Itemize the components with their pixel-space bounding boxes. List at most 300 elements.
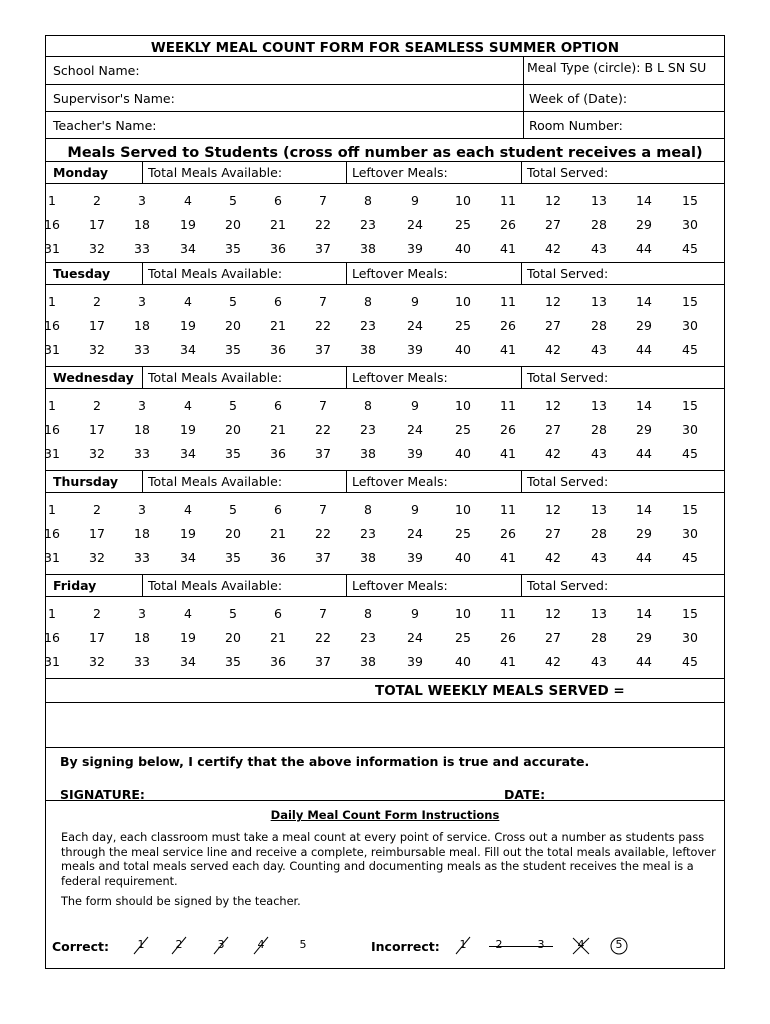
meal-number-cell[interactable]: 19 bbox=[180, 318, 196, 333]
meal-number-cell[interactable]: 35 bbox=[225, 241, 241, 256]
meal-number-cell[interactable]: 45 bbox=[682, 446, 698, 461]
meal-number-cell[interactable]: 17 bbox=[89, 318, 105, 333]
meal-number-cell[interactable]: 37 bbox=[315, 241, 331, 256]
meal-number-cell[interactable]: 39 bbox=[407, 446, 423, 461]
meal-number-cell[interactable]: 25 bbox=[455, 318, 471, 333]
meal-number-cell[interactable]: 43 bbox=[591, 446, 607, 461]
meal-number-cell[interactable]: 13 bbox=[591, 193, 607, 208]
meal-number-cell[interactable]: 43 bbox=[591, 241, 607, 256]
meal-number-cell[interactable]: 38 bbox=[360, 342, 376, 357]
meal-number-cell[interactable]: 3 bbox=[138, 294, 146, 309]
meal-number-cell[interactable]: 28 bbox=[591, 217, 607, 232]
circle-mark bbox=[599, 934, 639, 958]
meal-number-cell[interactable]: 12 bbox=[545, 606, 561, 621]
meal-number-cell[interactable]: 14 bbox=[636, 398, 652, 413]
meal-number-cell[interactable]: 29 bbox=[636, 217, 652, 232]
meal-number-cell[interactable]: 36 bbox=[270, 654, 286, 669]
meal-number-cell[interactable]: 29 bbox=[636, 422, 652, 437]
meal-number-cell[interactable]: 40 bbox=[455, 550, 471, 565]
meal-number-cell[interactable]: 6 bbox=[274, 502, 282, 517]
meal-number-cell[interactable]: 26 bbox=[500, 630, 516, 645]
meal-number-cell[interactable]: 38 bbox=[360, 654, 376, 669]
meal-number-cell[interactable]: 4 bbox=[184, 294, 192, 309]
meal-number-cell[interactable]: 29 bbox=[636, 526, 652, 541]
meal-number-cell[interactable]: 19 bbox=[180, 526, 196, 541]
meal-number-cell[interactable]: 16 bbox=[44, 318, 60, 333]
meal-number-cell[interactable]: 15 bbox=[682, 294, 698, 309]
meal-number-cell[interactable]: 21 bbox=[270, 318, 286, 333]
meal-number-cell[interactable]: 23 bbox=[360, 630, 376, 645]
meal-number-cell[interactable]: 30 bbox=[682, 526, 698, 541]
meal-number-cell[interactable]: 31 bbox=[44, 241, 60, 256]
meal-number-cell[interactable]: 38 bbox=[360, 241, 376, 256]
meal-number-cell[interactable]: 10 bbox=[455, 294, 471, 309]
divider bbox=[521, 470, 522, 492]
meal-number-cell[interactable]: 4 bbox=[184, 398, 192, 413]
correct-label: Correct: bbox=[52, 939, 109, 954]
room-number-field[interactable]: Room Number: bbox=[529, 118, 623, 133]
divider bbox=[46, 574, 724, 575]
meal-number-cell[interactable]: 22 bbox=[315, 630, 331, 645]
meal-number-cell[interactable]: 34 bbox=[180, 241, 196, 256]
incorrect-example-number: 3 bbox=[537, 938, 545, 951]
meal-number-cell[interactable]: 1 bbox=[48, 294, 56, 309]
meal-number-cell[interactable]: 18 bbox=[134, 217, 150, 232]
meal-number-cell[interactable]: 25 bbox=[455, 630, 471, 645]
meal-number-cell[interactable]: 41 bbox=[500, 654, 516, 669]
meal-number-cell[interactable]: 24 bbox=[407, 318, 423, 333]
meal-number-cell[interactable]: 15 bbox=[682, 193, 698, 208]
meal-number-cell[interactable]: 35 bbox=[225, 342, 241, 357]
meal-number-cell[interactable]: 17 bbox=[89, 217, 105, 232]
meal-number-cell[interactable]: 23 bbox=[360, 318, 376, 333]
meal-number-cell[interactable]: 1 bbox=[48, 606, 56, 621]
divider bbox=[142, 470, 143, 492]
meal-number-cell[interactable]: 43 bbox=[591, 342, 607, 357]
meal-number-cell[interactable]: 29 bbox=[636, 630, 652, 645]
meal-number-cell[interactable]: 45 bbox=[682, 342, 698, 357]
meal-number-cell[interactable]: 45 bbox=[682, 654, 698, 669]
meal-number-cell[interactable]: 17 bbox=[89, 630, 105, 645]
meal-number-cell[interactable]: 23 bbox=[360, 422, 376, 437]
meal-number-cell[interactable]: 7 bbox=[319, 294, 327, 309]
meal-number-cell[interactable]: 37 bbox=[315, 342, 331, 357]
meal-number-cell[interactable]: 33 bbox=[134, 654, 150, 669]
meal-number-cell[interactable]: 43 bbox=[591, 654, 607, 669]
meal-number-cell[interactable]: 39 bbox=[407, 654, 423, 669]
meal-number-cell[interactable]: 11 bbox=[500, 398, 516, 413]
meal-number-cell[interactable]: 5 bbox=[229, 294, 237, 309]
meal-number-cell[interactable]: 29 bbox=[636, 318, 652, 333]
meal-number-cell[interactable]: 17 bbox=[89, 526, 105, 541]
meal-number-cell[interactable]: 6 bbox=[274, 294, 282, 309]
divider bbox=[46, 800, 724, 801]
meal-number-cell[interactable]: 44 bbox=[636, 241, 652, 256]
meal-number-cell[interactable]: 26 bbox=[500, 526, 516, 541]
meal-number-cell[interactable]: 34 bbox=[180, 654, 196, 669]
meal-number-cell[interactable]: 20 bbox=[225, 630, 241, 645]
divider bbox=[46, 183, 724, 184]
meal-number-cell[interactable]: 11 bbox=[500, 294, 516, 309]
incorrect-label: Incorrect: bbox=[371, 939, 440, 954]
signature-field[interactable]: SIGNATURE: bbox=[60, 787, 145, 802]
meal-number-cell[interactable]: 34 bbox=[180, 342, 196, 357]
meal-number-cell[interactable]: 30 bbox=[682, 318, 698, 333]
meal-number-cell[interactable]: 10 bbox=[455, 398, 471, 413]
meal-number-cell[interactable]: 45 bbox=[682, 241, 698, 256]
divider bbox=[521, 574, 522, 596]
meal-number-cell[interactable]: 21 bbox=[270, 422, 286, 437]
meal-number-cell[interactable]: 9 bbox=[411, 606, 419, 621]
meal-number-cell[interactable]: 23 bbox=[360, 526, 376, 541]
meal-number-cell[interactable]: 3 bbox=[138, 502, 146, 517]
incorrect-example-number: 2 bbox=[495, 938, 503, 951]
meal-number-cell[interactable]: 3 bbox=[138, 193, 146, 208]
meal-number-cell[interactable]: 11 bbox=[500, 606, 516, 621]
school-name-field[interactable]: School Name: bbox=[53, 63, 140, 78]
meal-number-cell[interactable]: 16 bbox=[44, 217, 60, 232]
meal-number-cell[interactable]: 2 bbox=[93, 398, 101, 413]
meal-number-cell[interactable]: 44 bbox=[636, 654, 652, 669]
divider bbox=[46, 111, 724, 112]
meal-number-cell[interactable]: 36 bbox=[270, 550, 286, 565]
meal-number-cell[interactable]: 14 bbox=[636, 606, 652, 621]
meal-number-cell[interactable]: 28 bbox=[591, 526, 607, 541]
divider bbox=[46, 747, 724, 748]
leftover-meals-field[interactable]: Leftover Meals: bbox=[352, 165, 448, 180]
meal-number-cell[interactable]: 9 bbox=[411, 193, 419, 208]
meal-number-cell[interactable]: 35 bbox=[225, 654, 241, 669]
meal-number-cell[interactable]: 24 bbox=[407, 630, 423, 645]
meal-number-cell[interactable]: 39 bbox=[407, 342, 423, 357]
leftover-meals-field[interactable]: Leftover Meals: bbox=[352, 266, 448, 281]
meal-number-cell[interactable]: 11 bbox=[500, 502, 516, 517]
meal-number-cell[interactable]: 5 bbox=[229, 398, 237, 413]
meal-number-cell[interactable]: 40 bbox=[455, 241, 471, 256]
divider bbox=[346, 574, 347, 596]
meal-number-cell[interactable]: 7 bbox=[319, 193, 327, 208]
meal-number-cell[interactable]: 2 bbox=[93, 502, 101, 517]
meal-number-cell[interactable]: 10 bbox=[455, 193, 471, 208]
divider bbox=[46, 56, 724, 57]
meal-number-cell[interactable]: 8 bbox=[364, 606, 372, 621]
meal-number-cell[interactable]: 42 bbox=[545, 241, 561, 256]
meal-number-cell[interactable]: 37 bbox=[315, 550, 331, 565]
meal-number-cell[interactable]: 12 bbox=[545, 294, 561, 309]
meal-number-cell[interactable]: 4 bbox=[184, 193, 192, 208]
meal-number-cell[interactable]: 30 bbox=[682, 630, 698, 645]
meal-number-cell[interactable]: 37 bbox=[315, 446, 331, 461]
day-label: Tuesday bbox=[53, 266, 111, 281]
meal-number-cell[interactable]: 42 bbox=[545, 654, 561, 669]
total-weekly-meals-field[interactable] bbox=[47, 703, 723, 746]
meal-number-cell[interactable]: 11 bbox=[500, 193, 516, 208]
meal-number-cell[interactable]: 31 bbox=[44, 446, 60, 461]
meal-number-cell[interactable]: 44 bbox=[636, 550, 652, 565]
meal-number-cell[interactable]: 30 bbox=[682, 422, 698, 437]
slash-mark bbox=[121, 934, 161, 958]
day-label: Wednesday bbox=[53, 370, 134, 385]
meal-number-cell[interactable]: 40 bbox=[455, 654, 471, 669]
meal-number-cell[interactable]: 44 bbox=[636, 342, 652, 357]
meal-number-cell[interactable]: 34 bbox=[180, 446, 196, 461]
total-meals-available-field[interactable]: Total Meals Available: bbox=[148, 474, 283, 489]
meal-number-cell[interactable]: 8 bbox=[364, 502, 372, 517]
meal-number-cell[interactable]: 22 bbox=[315, 526, 331, 541]
divider bbox=[346, 366, 347, 388]
meal-number-cell[interactable]: 1 bbox=[48, 193, 56, 208]
meal-number-cell[interactable]: 18 bbox=[134, 630, 150, 645]
meal-number-cell[interactable]: 27 bbox=[545, 422, 561, 437]
meal-number-cell[interactable]: 1 bbox=[48, 398, 56, 413]
total-meals-available-field[interactable]: Total Meals Available: bbox=[148, 266, 283, 281]
leftover-meals-field[interactable]: Leftover Meals: bbox=[352, 578, 448, 593]
meal-number-cell[interactable]: 33 bbox=[134, 241, 150, 256]
meal-number-cell[interactable]: 37 bbox=[315, 654, 331, 669]
meal-number-cell[interactable]: 27 bbox=[545, 318, 561, 333]
meal-number-cell[interactable]: 31 bbox=[44, 654, 60, 669]
meal-number-cell[interactable]: 7 bbox=[319, 398, 327, 413]
meal-number-cell[interactable]: 45 bbox=[682, 550, 698, 565]
meal-number-cell[interactable]: 19 bbox=[180, 217, 196, 232]
meal-number-cell[interactable]: 24 bbox=[407, 422, 423, 437]
total-served-field[interactable]: Total Served: bbox=[527, 266, 609, 281]
divider bbox=[142, 161, 143, 183]
meal-number-cell[interactable]: 5 bbox=[229, 606, 237, 621]
meal-number-cell[interactable]: 4 bbox=[184, 502, 192, 517]
total-served-field[interactable]: Total Served: bbox=[527, 165, 609, 180]
meal-number-cell[interactable]: 30 bbox=[682, 217, 698, 232]
meal-number-cell[interactable]: 7 bbox=[319, 502, 327, 517]
meal-number-cell[interactable]: 32 bbox=[89, 342, 105, 357]
meal-number-cell[interactable]: 32 bbox=[89, 446, 105, 461]
meal-number-cell[interactable]: 38 bbox=[360, 550, 376, 565]
signed-note: The form should be signed by the teacher. bbox=[61, 895, 301, 908]
meal-number-cell[interactable]: 26 bbox=[500, 217, 516, 232]
meal-type-field[interactable]: Meal Type (circle): B L SN SU bbox=[527, 60, 707, 75]
meal-number-cell[interactable]: 12 bbox=[545, 398, 561, 413]
meal-number-cell[interactable]: 44 bbox=[636, 446, 652, 461]
meal-number-cell[interactable]: 35 bbox=[225, 446, 241, 461]
slash-mark bbox=[201, 934, 241, 958]
meal-number-cell[interactable]: 25 bbox=[455, 422, 471, 437]
meal-number-cell[interactable]: 21 bbox=[270, 526, 286, 541]
meal-number-cell[interactable]: 9 bbox=[411, 398, 419, 413]
meal-number-cell[interactable]: 25 bbox=[455, 526, 471, 541]
day-label: Friday bbox=[53, 578, 97, 593]
meal-number-cell[interactable]: 33 bbox=[134, 342, 150, 357]
certification-statement: By signing below, I certify that the above information is true and accurate. bbox=[60, 754, 590, 769]
meal-number-cell[interactable]: 36 bbox=[270, 241, 286, 256]
meal-number-cell[interactable]: 24 bbox=[407, 217, 423, 232]
meal-number-cell[interactable]: 8 bbox=[364, 193, 372, 208]
divider bbox=[46, 470, 724, 471]
divider bbox=[521, 366, 522, 388]
meal-number-cell[interactable]: 20 bbox=[225, 217, 241, 232]
divider bbox=[346, 470, 347, 492]
meal-number-cell[interactable]: 34 bbox=[180, 550, 196, 565]
meal-number-cell[interactable]: 13 bbox=[591, 294, 607, 309]
meal-number-cell[interactable]: 18 bbox=[134, 526, 150, 541]
meal-number-cell[interactable]: 25 bbox=[455, 217, 471, 232]
meal-number-cell[interactable]: 4 bbox=[184, 606, 192, 621]
meal-number-cell[interactable]: 36 bbox=[270, 342, 286, 357]
meal-number-cell[interactable]: 20 bbox=[225, 318, 241, 333]
incorrect-example-number: 4 bbox=[577, 938, 585, 951]
meal-number-cell[interactable]: 40 bbox=[455, 342, 471, 357]
meal-number-cell[interactable]: 6 bbox=[274, 398, 282, 413]
meal-number-cell[interactable]: 15 bbox=[682, 398, 698, 413]
meal-number-cell[interactable]: 5 bbox=[229, 193, 237, 208]
meal-number-cell[interactable]: 26 bbox=[500, 318, 516, 333]
meal-number-cell[interactable]: 5 bbox=[229, 502, 237, 517]
meal-number-cell[interactable]: 16 bbox=[44, 422, 60, 437]
week-of-field[interactable]: Week of (Date): bbox=[529, 91, 628, 106]
meal-number-cell[interactable]: 20 bbox=[225, 526, 241, 541]
meal-number-cell[interactable]: 3 bbox=[138, 606, 146, 621]
meal-number-cell[interactable]: 41 bbox=[500, 241, 516, 256]
meal-number-cell[interactable]: 18 bbox=[134, 318, 150, 333]
meal-number-cell[interactable]: 8 bbox=[364, 398, 372, 413]
total-served-field[interactable]: Total Served: bbox=[527, 370, 609, 385]
meal-number-cell[interactable]: 2 bbox=[93, 606, 101, 621]
meal-number-cell[interactable]: 40 bbox=[455, 446, 471, 461]
form-title: WEEKLY MEAL COUNT FORM FOR SEAMLESS SUMMER OPTION bbox=[150, 40, 620, 56]
meal-number-cell[interactable]: 10 bbox=[455, 502, 471, 517]
meal-number-cell[interactable]: 14 bbox=[636, 502, 652, 517]
total-weekly-meals-label: TOTAL WEEKLY MEALS SERVED = bbox=[375, 683, 625, 699]
divider bbox=[46, 138, 724, 139]
meal-number-cell[interactable]: 27 bbox=[545, 217, 561, 232]
meal-number-cell[interactable]: 1 bbox=[48, 502, 56, 517]
meal-number-cell[interactable]: 3 bbox=[138, 398, 146, 413]
cross-mark bbox=[561, 934, 601, 958]
slash-mark bbox=[241, 934, 281, 958]
divider bbox=[46, 161, 724, 162]
meal-number-cell[interactable]: 14 bbox=[636, 294, 652, 309]
supervisor-name-field[interactable]: Supervisor's Name: bbox=[53, 91, 175, 106]
meal-number-cell[interactable]: 6 bbox=[274, 606, 282, 621]
meal-number-cell[interactable]: 8 bbox=[364, 294, 372, 309]
meal-number-cell[interactable]: 21 bbox=[270, 217, 286, 232]
meal-number-cell[interactable]: 22 bbox=[315, 422, 331, 437]
meal-number-cell[interactable]: 9 bbox=[411, 502, 419, 517]
meal-number-cell[interactable]: 32 bbox=[89, 241, 105, 256]
meal-number-cell[interactable]: 42 bbox=[545, 342, 561, 357]
meal-number-cell[interactable]: 12 bbox=[545, 502, 561, 517]
meal-number-cell[interactable]: 43 bbox=[591, 550, 607, 565]
meal-number-cell[interactable]: 18 bbox=[134, 422, 150, 437]
meal-number-cell[interactable]: 31 bbox=[44, 550, 60, 565]
meal-number-cell[interactable]: 19 bbox=[180, 422, 196, 437]
divider bbox=[142, 574, 143, 596]
leftover-meals-field[interactable]: Leftover Meals: bbox=[352, 474, 448, 489]
instructions-paragraph: Each day, each classroom must take a meal count at every point of service. Cross out a number as students pass through the meal service line and receive a complete, reimbursable meal. Fill out the total meals available, leftover meals and total meals served each day. Counting and documenting meals as the student receives the meal is a federal requirement. bbox=[61, 831, 716, 888]
meal-number-cell[interactable]: 28 bbox=[591, 318, 607, 333]
meal-number-cell[interactable]: 26 bbox=[500, 422, 516, 437]
meal-number-cell[interactable]: 35 bbox=[225, 550, 241, 565]
divider bbox=[346, 161, 347, 183]
meal-number-cell[interactable]: 41 bbox=[500, 550, 516, 565]
total-served-field[interactable]: Total Served: bbox=[527, 474, 609, 489]
total-served-field[interactable]: Total Served: bbox=[527, 578, 609, 593]
meal-number-cell[interactable]: 21 bbox=[270, 630, 286, 645]
day-label: Thursday bbox=[53, 474, 119, 489]
meal-number-cell[interactable]: 42 bbox=[545, 446, 561, 461]
meal-number-cell[interactable]: 19 bbox=[180, 630, 196, 645]
meal-number-cell[interactable]: 9 bbox=[411, 294, 419, 309]
meal-number-cell[interactable]: 41 bbox=[500, 446, 516, 461]
meal-number-cell[interactable]: 13 bbox=[591, 398, 607, 413]
divider bbox=[46, 262, 724, 263]
meal-number-cell[interactable]: 39 bbox=[407, 550, 423, 565]
meal-number-cell[interactable]: 14 bbox=[636, 193, 652, 208]
meal-number-cell[interactable]: 16 bbox=[44, 526, 60, 541]
meal-number-cell[interactable]: 31 bbox=[44, 342, 60, 357]
meal-number-cell[interactable]: 15 bbox=[682, 502, 698, 517]
meal-number-cell[interactable]: 28 bbox=[591, 630, 607, 645]
meal-number-cell[interactable]: 23 bbox=[360, 217, 376, 232]
meal-number-cell[interactable]: 28 bbox=[591, 422, 607, 437]
meal-number-cell[interactable]: 33 bbox=[134, 550, 150, 565]
meal-number-cell[interactable]: 27 bbox=[545, 526, 561, 541]
meal-number-cell[interactable]: 22 bbox=[315, 318, 331, 333]
meal-number-cell[interactable]: 2 bbox=[93, 294, 101, 309]
meal-number-cell[interactable]: 27 bbox=[545, 630, 561, 645]
meal-number-cell[interactable]: 16 bbox=[44, 630, 60, 645]
incorrect-example-number: 1 bbox=[459, 938, 467, 951]
meal-number-cell[interactable]: 32 bbox=[89, 550, 105, 565]
meal-number-cell[interactable]: 2 bbox=[93, 193, 101, 208]
meal-number-cell[interactable]: 10 bbox=[455, 606, 471, 621]
meal-count-form bbox=[45, 35, 725, 969]
total-meals-available-field[interactable]: Total Meals Available: bbox=[148, 578, 283, 593]
divider bbox=[142, 262, 143, 284]
total-meals-available-field[interactable]: Total Meals Available: bbox=[148, 370, 283, 385]
divider bbox=[46, 388, 724, 389]
day-label: Monday bbox=[53, 165, 109, 180]
divider bbox=[521, 262, 522, 284]
meals-section-heading: Meals Served to Students (cross off number as each student receives a meal) bbox=[67, 145, 703, 161]
date-field[interactable]: DATE: bbox=[504, 787, 546, 802]
meal-number-cell[interactable]: 32 bbox=[89, 654, 105, 669]
meal-number-cell[interactable]: 22 bbox=[315, 217, 331, 232]
divider bbox=[523, 56, 524, 138]
meal-number-cell[interactable]: 12 bbox=[545, 193, 561, 208]
meal-number-cell[interactable]: 24 bbox=[407, 526, 423, 541]
meal-number-cell[interactable]: 36 bbox=[270, 446, 286, 461]
meal-number-cell[interactable]: 20 bbox=[225, 422, 241, 437]
total-meals-available-field[interactable]: Total Meals Available: bbox=[148, 165, 283, 180]
meal-number-cell[interactable]: 6 bbox=[274, 193, 282, 208]
meal-number-cell[interactable]: 42 bbox=[545, 550, 561, 565]
meal-number-cell[interactable]: 7 bbox=[319, 606, 327, 621]
slash-mark bbox=[159, 934, 199, 958]
meal-number-cell[interactable]: 38 bbox=[360, 446, 376, 461]
meal-number-cell[interactable]: 15 bbox=[682, 606, 698, 621]
divider bbox=[46, 596, 724, 597]
meal-number-cell[interactable]: 33 bbox=[134, 446, 150, 461]
divider bbox=[142, 366, 143, 388]
divider bbox=[521, 161, 522, 183]
meal-number-cell[interactable]: 13 bbox=[591, 606, 607, 621]
meal-number-cell[interactable]: 13 bbox=[591, 502, 607, 517]
leftover-meals-field[interactable]: Leftover Meals: bbox=[352, 370, 448, 385]
meal-number-cell[interactable]: 39 bbox=[407, 241, 423, 256]
meal-number-cell[interactable]: 41 bbox=[500, 342, 516, 357]
teacher-name-field[interactable]: Teacher's Name: bbox=[53, 118, 157, 133]
meal-number-cell[interactable]: 17 bbox=[89, 422, 105, 437]
